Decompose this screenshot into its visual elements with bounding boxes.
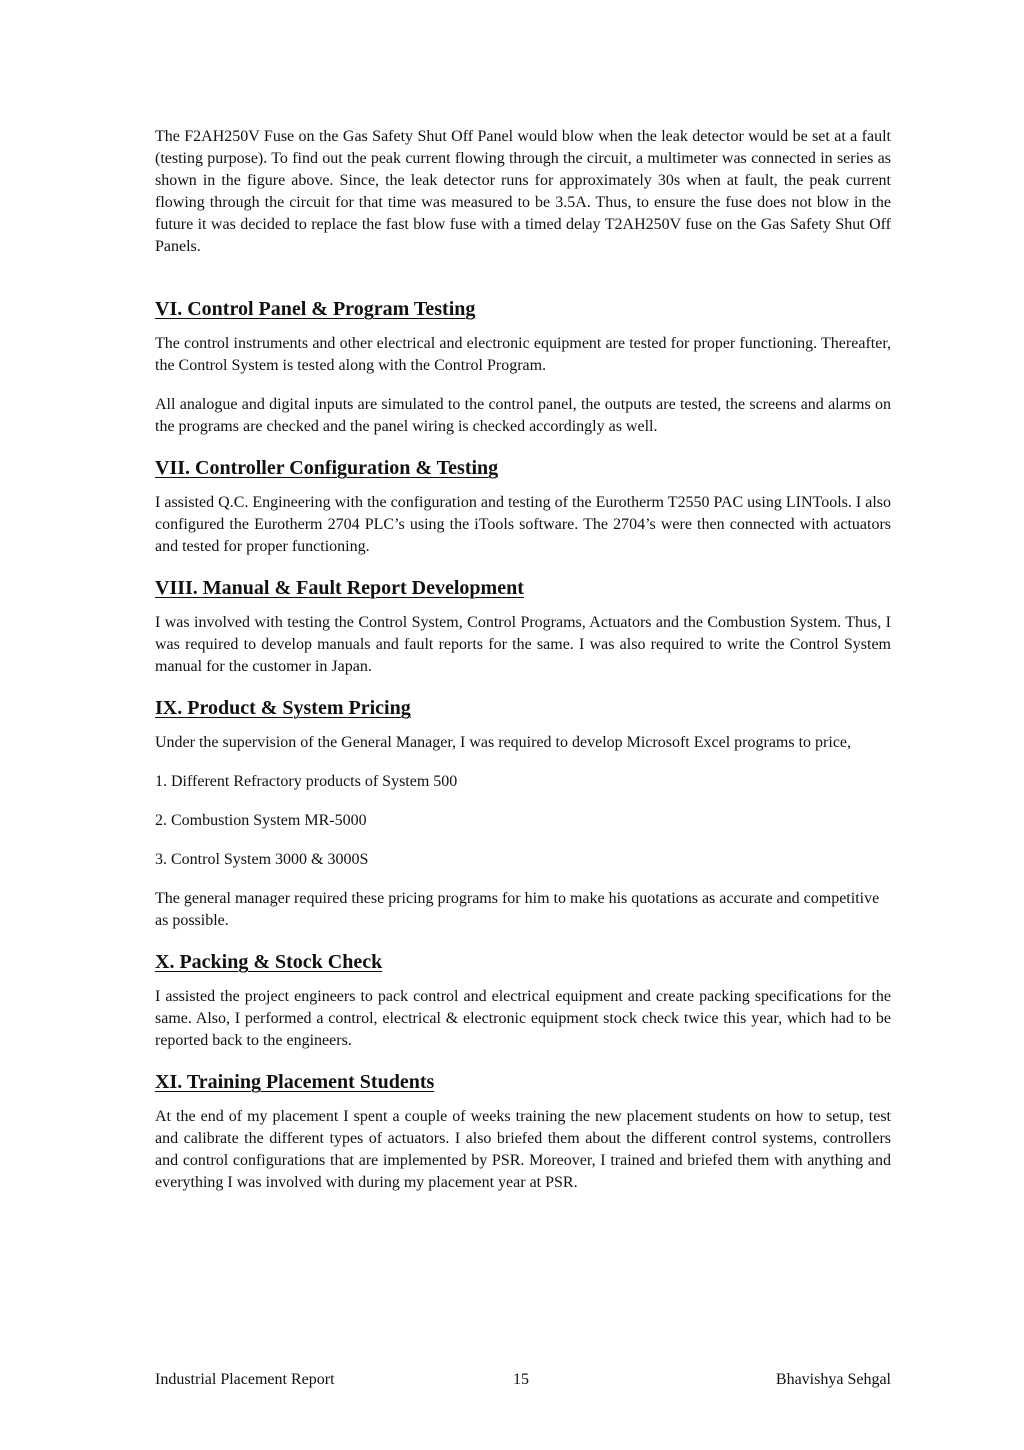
pricing-list-item-1: 1. Different Refractory products of System 500 (155, 773, 458, 790)
section-heading-viii: VIII. Manual & Fault Report Development (155, 577, 524, 599)
footer-author: Bhavishya Sehgal (775, 1371, 891, 1388)
footer-report-title: Industrial Placement Report (155, 1371, 335, 1388)
page-body (155, 126, 891, 1194)
section-ix-paragraph-2: The general manager required these pricing programs for him to make his quotations as accurate and competitive as possible. (155, 890, 880, 929)
footer-page-number: 15 (513, 1371, 529, 1388)
section-vii-paragraph-1: I assisted Q.C. Engineering with the configuration and testing of the Eurotherm T2550 PAC using LINTools. I also configured the Eurotherm 2704 PLC’s using the iTools software. The 2704’s were then connected with actuators and tested for proper functioning. (155, 494, 891, 555)
section-vi-paragraph-2: All analogue and digital inputs are simulated to the control panel, the outputs are tested, the screens and alarms on the programs are checked and the panel wiring is checked accordingly as well. (155, 396, 891, 435)
section-heading-x: X. Packing & Stock Check (155, 951, 383, 973)
page-footer (155, 1369, 891, 1391)
pricing-list-item-3: 3. Control System 3000 & 3000S (155, 851, 369, 868)
section-heading-xi: XI. Training Placement Students (155, 1071, 435, 1093)
section-heading-ix: IX. Product & System Pricing (155, 697, 411, 719)
section-xi-paragraph-1: At the end of my placement I spent a couple of weeks training the new placement students on how to setup, test and calibrate the different types of actuators. I also briefed them about the different control systems, controllers and control configurations that are implemented by PSR. Moreover, I trained and briefed them with anything and everything I was involved with during my placement year at PSR. (155, 1108, 891, 1191)
section-ix-paragraph-1: Under the supervision of the General Manager, I was required to develop Microsoft Excel programs to price, (155, 734, 852, 751)
intro-paragraph: The F2AH250V Fuse on the Gas Safety Shut Off Panel would blow when the leak detector would be set at a fault (testing purpose). To find out the peak current flowing through the circuit, a multimeter was connected in series as shown in the figure above. Since, the leak detector runs for approximately 30s when at fault, the peak current flowing through the circuit for that time was measured to be 3.5A. Thus, to ensure the fuse does not blow in the future it was decided to replace the fast blow fuse with a timed delay T2AH250V fuse on the Gas Safety Shut Off Panels. (155, 128, 891, 255)
section-x-paragraph-1: I assisted the project engineers to pack control and electrical equipment and create packing specifications for the same. Also, I performed a control, electrical & electronic equipment stock check twice this year, which had to be reported back to the engineers. (155, 988, 891, 1049)
pricing-list-item-2: 2. Combustion System MR-5000 (155, 812, 367, 829)
section-viii-paragraph-1: I was involved with testing the Control System, Control Programs, Actuators and the Combustion System. Thus, I was required to develop manuals and fault reports for the same. I was also required to write the Control System manual for the customer in Japan. (155, 614, 891, 675)
section-heading-vi: VI. Control Panel & Program Testing (155, 298, 476, 320)
section-vi-paragraph-1: The control instruments and other electrical and electronic equipment are tested for proper functioning. Thereafter, the Control System is tested along with the Control Program. (155, 335, 891, 374)
section-heading-vii: VII. Controller Configuration & Testing (155, 457, 499, 479)
